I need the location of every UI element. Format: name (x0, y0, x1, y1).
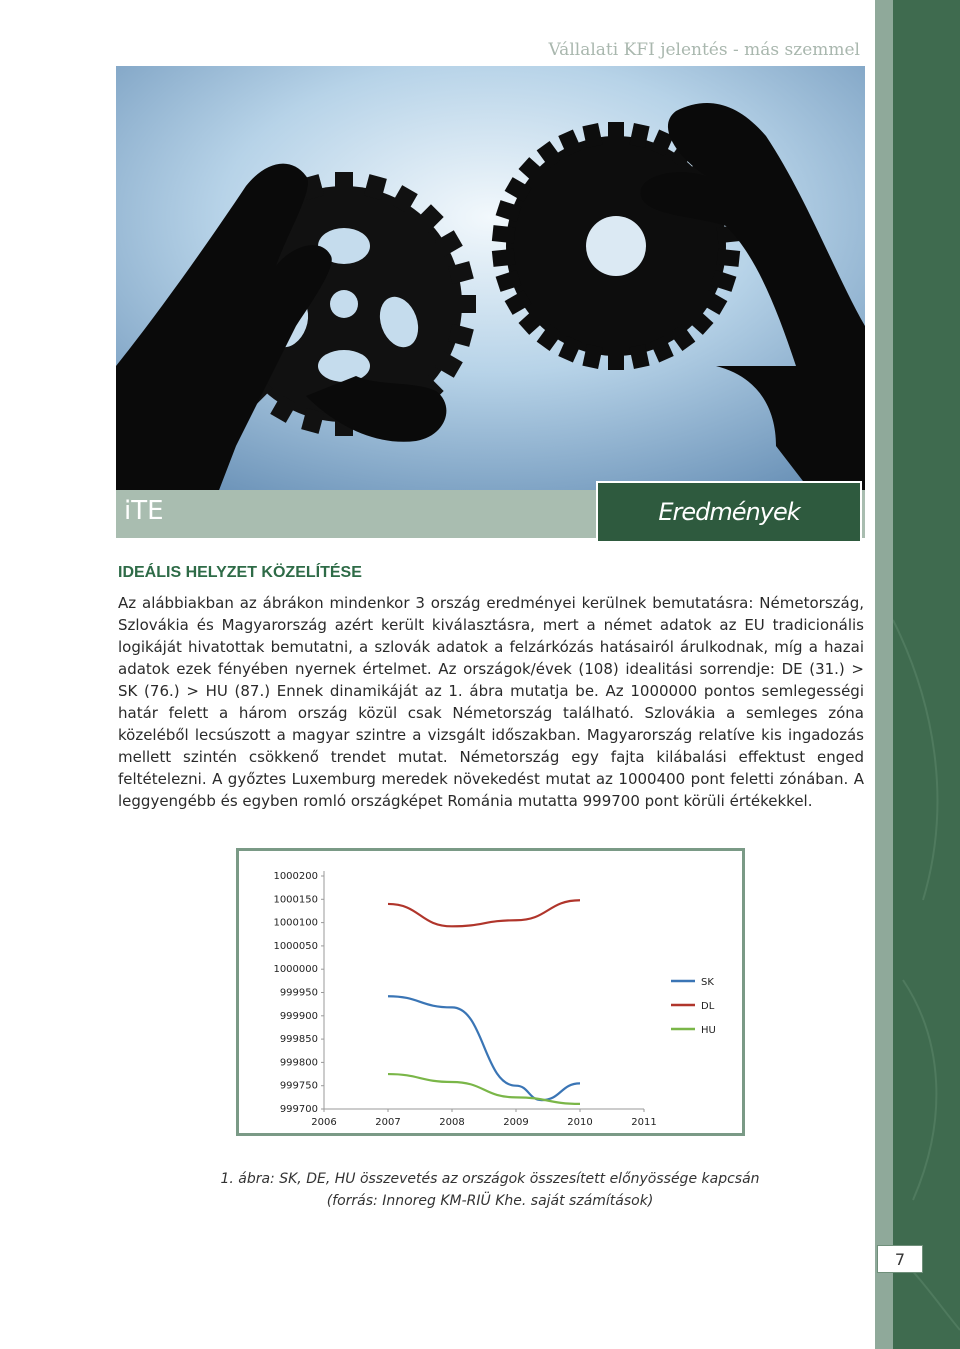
x-tick-label: 2006 (311, 1117, 337, 1128)
x-tick-label: 2010 (567, 1117, 593, 1128)
x-tick-label: 2011 (631, 1117, 657, 1128)
series-line-sk (388, 996, 580, 1100)
y-tick-label: 999950 (279, 987, 318, 999)
results-tab: Eredmények (596, 481, 862, 543)
caption-line-2: (forrás: Innoreg KM-RIÜ Khe. saját számítások) (326, 1193, 654, 1209)
legend-label-sk: SK (701, 977, 714, 988)
running-title: Vállalati KFI jelentés - más szemmel (548, 40, 860, 60)
body-paragraph: Az alábbiakban az ábrákon mindenkor 3 ország eredményei kerülnek bemutatásra: Németország, Szlovákia és Magyarország azért került kiválasztásra, mert a német adatok az EU tradicionális logikáját hivatottak bemutatni, a szlovák adatok a felzárkózás hatásairól árulkodnak, míg a hazai adatok ezek fényében nyernek értelmet. Az országok/évek (108) idealitási sorrendje: DE (31.) > SK (76.) > HU (87.) Ennek dinamikáját az 1. ábra mutatja be. Az 1000000 pontos semlegességi határ felett a három ország közül csak Németország található. Szlovákia a semleges zóna közeléből lecsúszott a magyar szintre a vizsgált időszakban. Magyarország relatíve kis ingadozás mellett szintén csökkenő trendet mutat. Németország egy fajta kilábalási effektust enged feltételezni. A győztes Luxemburg meredek növekedést mutat az 1000400 pont feletti zónában. A leggyengébb és egyben romló országképet Románia mutatta 999700 pont körüli értékekkel. (118, 594, 864, 810)
legend-label-hu: HU (701, 1025, 716, 1036)
ite-label: iTE (124, 496, 164, 526)
y-tick-label: 1000200 (273, 871, 318, 882)
y-tick-label: 999800 (279, 1057, 318, 1069)
legend-label-dl: DL (701, 1001, 715, 1012)
y-tick-label: 999750 (279, 1080, 318, 1092)
y-tick-label: 1000050 (273, 940, 318, 952)
section-title: IDEÁLIS HELYZET KÖZELÍTÉSE (118, 564, 362, 581)
y-tick-label: 999700 (279, 1104, 318, 1115)
y-tick-label: 999900 (279, 1010, 318, 1022)
series-line-dl (388, 900, 580, 926)
margin-stripe-light (875, 0, 893, 1349)
figure-caption (140, 1168, 840, 1212)
y-tick-label: 1000150 (273, 894, 318, 906)
margin-stripe-dark (893, 0, 960, 1349)
figure-1-chart (236, 848, 745, 1136)
line-chart-svg (239, 851, 742, 1133)
x-tick-label: 2008 (439, 1117, 465, 1128)
hero-photo-hands-gears (116, 66, 865, 498)
y-tick-label: 1000100 (273, 917, 318, 929)
x-tick-label: 2009 (503, 1117, 529, 1128)
y-tick-label: 1000000 (273, 964, 318, 976)
y-tick-label: 999850 (279, 1034, 318, 1046)
margin-swirl-decoration (893, 0, 960, 1349)
x-tick-label: 2007 (375, 1117, 401, 1128)
caption-line-1: 1. ábra: SK, DE, HU összevetés az országok összesített előnyössége kapcsán (220, 1171, 760, 1187)
page-number: 7 (877, 1245, 923, 1273)
